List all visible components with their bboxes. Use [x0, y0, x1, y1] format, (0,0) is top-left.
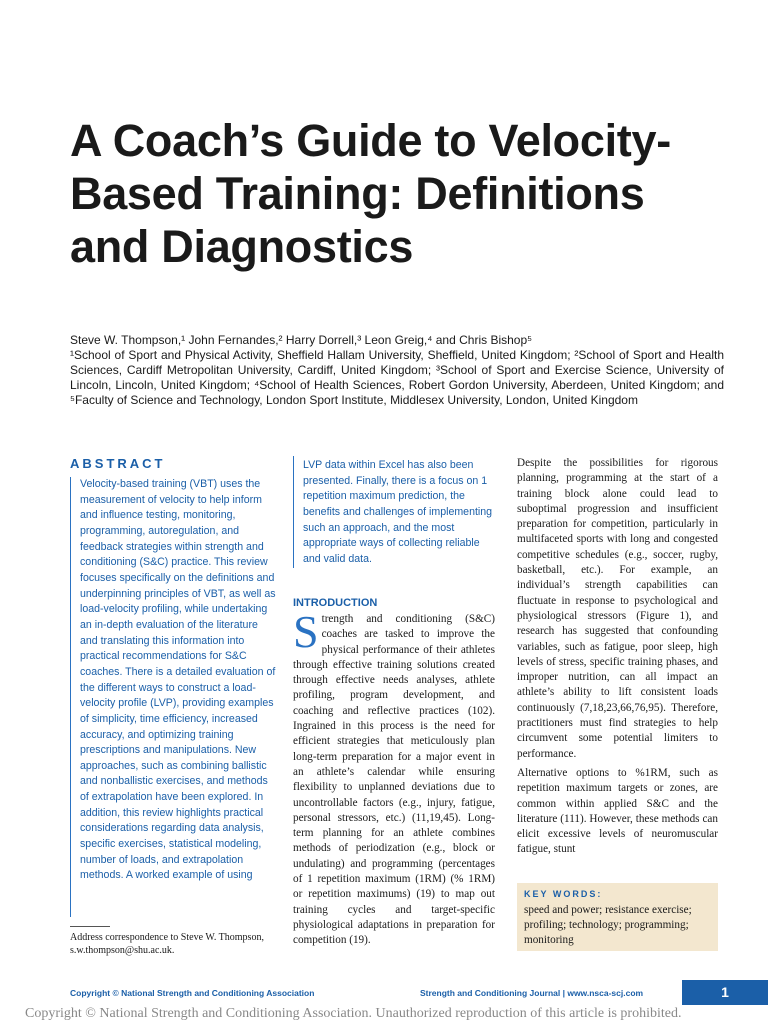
- abstract-heading: ABSTRACT: [70, 456, 166, 471]
- abstract-text-col2: LVP data within Excel has also been presented. Finally, there is a focus on 1 repetition maximum prediction, the benefits and challenges of implementing such an approach, and the most appropriate ways of collecting reliable and valid data.: [303, 459, 493, 565]
- footer-copyright: Copyright © National Strength and Conditioning Association: [70, 988, 315, 998]
- footer-journal: Strength and Conditioning Journal | www.nsca-scj.com: [420, 988, 644, 998]
- correspondence-note: Address correspondence to Steve W. Thompson, s.w.thompson@shu.ac.uk.: [70, 932, 264, 956]
- introduction-text: trength and conditioning (S&C) coaches are tasked to improve the physical performance of their athletes through effective training solutions created through effective needs analyses, athlete profiling, program development, and coaching and reflective practices (102). Ingrained in this process is the need for efficient strategies that meticulously plan long-term preparation for a major event in an athlete’s calendar while ensuring flexibility to unplanned deviations due to uncontrollable factors (e.g., injury, fatigue, personal stressors, etc.) (11,19,45). Long-term planning for an athlete combines methods of periodization (e.g., block or undulating) and programming (percentages of 1 repetition maximum (1RM) (% 1RM) or repetition maximums) (19) to map out training cycles and target-specific physiological adaptations in preparation for competition (19).: [293, 613, 495, 947]
- author-list: Steve W. Thompson,¹ John Fernandes,² Harry Dorrell,³ Leon Greig,⁴ and Chris Bishop⁵: [70, 333, 533, 347]
- drop-cap: S: [293, 606, 319, 657]
- abstract-rule-col2: [293, 456, 294, 568]
- keywords-text: speed and power; resistance exercise; profiling; technology; programming; monitoring: [524, 904, 692, 946]
- correspondence-rule: [70, 926, 110, 927]
- introduction-paragraph-2: Despite the possibilities for rigorous planning, programming at the start of a training block alone could lead to suboptimal progression and insufficient preparation for competition, particularly in multifaceted sports with long and congested competitive schedules (e.g., soccer, rugby, basketball, etc.). For example, an individual’s strength capabilities can fluctuate in response to psychological and physiological stressors (Figure 1), and research has suggested that confounding variables, such as fatigue, poor sleep, high levels of stress, specific training phases, and improper nutrition, can all impact an athlete’s ability to lift consistent loads continuously (7,18,23,66,76,95). Therefore, practitioners must find strategies to help circumvent some potential limiters to performance.: [517, 457, 718, 760]
- page-number: 1: [682, 980, 768, 1005]
- introduction-heading: INTRODUCTION: [293, 597, 378, 609]
- introduction-paragraph-1: [293, 606, 495, 949]
- keywords-heading: KEY WORDS:: [524, 889, 603, 899]
- introduction-paragraph-3: Alternative options to %1RM, such as repetition maximum targets or zones, are common within applied S&C and the literature (111). However, these methods can elicit excessive levels of neuromuscular fatigue, stunt: [517, 766, 718, 856]
- body-column-3: [517, 456, 718, 862]
- affiliations: ¹School of Sport and Physical Activity, Sheffield Hallam University, Sheffield, United Kingdom; ²School of Sport and Health Sciences, Cardiff Metropolitan University, Cardiff, United Kingdom; ³School of Sport and Exercise Science, University of Lincoln, Lincoln, United Kingdom; ⁴School of Health Sciences, Robert Gordon University, Aberdeen, United Kingdom; and ⁵Faculty of Science and Technology, London Sport Institute, Middlesex University, London, United Kingdom: [70, 348, 724, 407]
- abstract-text-col1: Velocity-based training (VBT) uses the measurement of velocity to help inform and influence testing, monitoring, programming, autoregulation, and feedback strategies within strength and conditioning (S&C) practice. This review focuses specifically on the definitions and underpinning principles of VBT, as well as load-velocity profiling, while undertaking an in-depth evaluation of the literature and translating this information into practical recommendations for S&C coaches. There is a detailed evaluation of the different ways to construct a load-velocity profile (LVP), providing examples of simplicity, time efficiency, increased accuracy, and optimizing training prescriptions and manipulations. New approaches, such as combining ballistic and nonballistic exercises, and methods of extrapolation have been explored. In addition, this review highlights practical considerations regarding data analysis, specific exercises, statistical modeling, number of loads, and extrapolation methods. A worked example of using: [80, 478, 276, 882]
- abstract-rule: [70, 477, 71, 917]
- copyright-notice: Copyright © National Strength and Conditioning Association. Unauthorized reproduction of this article is prohibited.: [25, 1006, 682, 1021]
- article-title: A Coach’s Guide to Velocity-Based Training: Definitions and Diagnostics: [70, 115, 671, 272]
